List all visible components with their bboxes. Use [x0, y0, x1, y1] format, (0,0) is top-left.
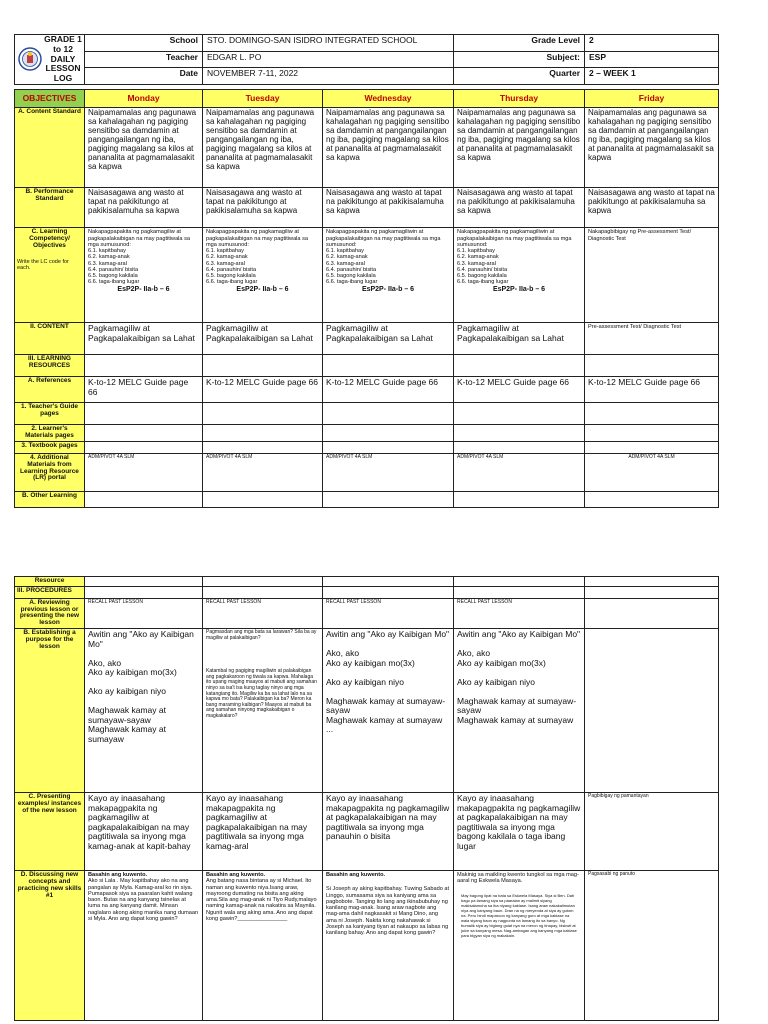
presenting-wednesday: Kayo ay inaasahang makapagpakita ng pagkamagiliw at pagkapalakaibigan na may pagtitiwala sa inyong mga panauhin o bisita	[323, 793, 454, 871]
content-monday: Pagkamagiliw at Pagkapalakaibigan sa Lahat	[85, 323, 203, 355]
additional-wednesday: ADM/PIVOT 4A SLM	[323, 453, 454, 491]
reviewing-label: A. Reviewing previous lesson or presenting the new lesson	[15, 598, 85, 628]
day-header-wednesday: Wednesday	[323, 89, 454, 108]
content-standard-thursday: Naipamamalas ang pagunawa sa kahalagahan ng pagiging sensitibo sa damdamin at pangangailangan ng iba, pagiging magalang sa kilos at pananalita at pagmamalasakit sa kapwa	[454, 108, 585, 188]
presenting-friday: Pagbibigay ng pamantayan	[585, 793, 719, 871]
competency-wednesday	[323, 228, 454, 323]
teachers-guide-label: 1. Teacher's Guide pages	[15, 403, 85, 425]
establishing-label: B. Establishing a purpose for the lesson	[15, 629, 85, 793]
other-learning-label: B. Other Learning	[15, 491, 85, 507]
discussing-wednesday	[323, 871, 454, 1021]
content-thursday: Pagkamagiliw at Pagkapalakaibigan sa Lahat	[454, 323, 585, 355]
competency-tuesday	[203, 228, 323, 323]
performance-standard-friday: Naisasagawa ang wasto at tapat na pakikitungo at pakikisalamuha sa kapwa	[585, 188, 719, 228]
discussing-title: Basahin ang kuwento.	[88, 872, 148, 879]
discussing-title: Basahin ang kuwento.	[326, 872, 386, 879]
dll-table-bottom	[14, 576, 719, 1021]
dll-title-line2: DAILY LESSON	[45, 53, 81, 74]
performance-standard-wednesday: Naisasagawa ang wasto at tapat na pakikitungo at pakikisalamuha sa kapwa	[323, 188, 454, 228]
competency-code: EsP2P- IIa-b – 6	[492, 285, 546, 293]
reviewing-monday: RECALL PAST LESSON	[85, 598, 203, 628]
reviewing-thursday: RECALL PAST LESSON	[454, 598, 585, 628]
performance-standard-thursday: Naisasagawa ang wasto at tapat na pakikitungo at pakikisalamuha sa kapwa	[454, 188, 585, 228]
discussing-monday	[85, 871, 203, 1021]
day-header-tuesday: Tuesday	[203, 89, 323, 108]
deped-seal-icon	[18, 44, 42, 74]
competency-text: Nakapagpapakita ng pagkamagiliwin at pagkapalakaibigan na may pagtitiwala sa mga sumusunod: 6.1. kapitbahay 6.2. kamag-anak 6.3. kamag-aral 6.4. panauhin/ bisita 6.5. bagong kakilala 6.6. taga-ibang lugar	[326, 229, 441, 286]
content-standard-friday: Naipamamalas ang pagunawa sa kahalagahan ng pagiging sensitibo sa damdamin at pangangailangan ng iba, pagiging magalang sa kilos at pananalita at pagmamalasakit sa kapwa	[585, 108, 719, 188]
content-wednesday: Pagkamagiliw at Pagkapalakaibigan sa Lahat	[323, 323, 454, 355]
discussing-thursday	[454, 871, 585, 1021]
objectives-header: OBJECTIVES	[15, 89, 85, 108]
dll-title-line3: LOG	[53, 73, 73, 84]
day-header-thursday: Thursday	[454, 89, 585, 108]
logo-cell	[15, 35, 85, 85]
content-standard-tuesday: Naipamamalas ang pagunawa sa kahalagahan ng pagiging sensitibo sa damdamin at pangangailangan ng iba, pagiging magalang sa kilos at pananalita at pagmamalasakit sa kapwa	[203, 108, 323, 188]
content-friday: Pre-assessment Test/ Diagnostic Test	[585, 323, 719, 355]
performance-standard-label: B. Performance Standard	[15, 188, 85, 228]
presenting-label: C. Presenting examples/ instances of the new lesson	[15, 793, 85, 871]
additional-friday: ADM/PIVOT 4A SLM	[585, 453, 719, 491]
day-header-monday: Monday	[85, 89, 203, 108]
reviewing-tuesday: RECALL PAST LESSON	[203, 598, 323, 628]
competency-code: EsP2P- IIa-b – 6	[236, 285, 289, 293]
teacher-value: EDGAR L. PO	[203, 51, 454, 68]
additional-thursday: ADM/PIVOT 4A SLM	[454, 453, 585, 491]
teacher-label: Teacher	[85, 51, 203, 68]
additional-monday: ADM/PIVOT 4A SLM	[85, 453, 203, 491]
competency-text: Nakapagpapakita ng pagkamagiliw at pagkapalakaibigan na may pagtitiwala sa mga sumusunod: 6.1. kapitbahay 6.2. kamag-anak 6.3. kamag-aral 6.4. panauhin/ bisita 6.5. bagong kakilala 6.6. taga-ibang lugar	[88, 229, 190, 286]
establishing-wednesday: Awitin ang "Ako ay Kaibigan Mo" Ako, ako Ako ay kaibigan mo(3x) Ako ay kaibigan niyo Maghawak kamay at sumayaw-sayaw Maghawak kamay at sumayaw ...	[323, 629, 454, 793]
subject-value: ESP	[585, 51, 719, 68]
quarter-value: 2 – WEEK 1	[585, 68, 719, 85]
references-thursday: K-to-12 MELC Guide page 66	[454, 377, 585, 403]
establishing-thursday: Awitin ang "Ako ay Kaibigan Mo" Ako, ako Ako ay kaibigan mo(3x) Ako ay kaibigan niyo Maghawak kamay at sumayaw-sayaw Maghawak kamay at sumayaw	[454, 629, 585, 793]
establishing-monday: Awitin ang "Ako ay Kaibigan Mo" Ako, ako Ako ay kaibigan mo(3x) Ako ay kaibigan niyo Maghawak kamay at sumayaw-sayaw Maghawak kamay at sumayaw	[85, 629, 203, 793]
date-label: Date	[85, 68, 203, 85]
content-standard-label: A. Content Standard	[15, 108, 85, 188]
competency-friday: Nakapagbibigay ng Pre-assessment Test/ Diagnostic Test	[585, 228, 719, 323]
references-wednesday: K-to-12 MELC Guide page 66	[323, 377, 454, 403]
discussing-tuesday	[203, 871, 323, 1021]
content-standard-wednesday: Naipamamalas ang pagunawa sa kahalagahan ng pagiging sensitibo sa damdamin at pangangailangan ng iba, pagiging magalang sa kilos at pananalita at pagmamalasakit sa kapwa	[323, 108, 454, 188]
references-tuesday: K-to-12 MELC Guide page 66	[203, 377, 323, 403]
performance-standard-tuesday: Naisasagawa ang wasto at tapat na pakikitungo at pakikisalamuha sa kapwa	[203, 188, 323, 228]
additional-materials-label: 4. Additional Materials from Learning Resource (LR) portal	[15, 453, 85, 491]
content-label: II. CONTENT	[15, 323, 85, 355]
competency-code: EsP2P- IIa-b – 6	[117, 285, 170, 293]
dll-title-line1: GRADE 1 to 12	[44, 34, 82, 54]
lc-code-note: Write the LC code for each.	[17, 258, 69, 271]
references-monday: K-to-12 MELC Guide page 66	[85, 377, 203, 403]
grade-level-label: Grade Level	[454, 35, 585, 52]
establishing-tuesday: Pagmasdan ang mga bata sa larawan? Sila ba ay magiliw at palakaibigan? Katambal ng pagiging magiliwin at palakaibigan ang pagkakaroon ng tiwala sa kapwa. Mahalaga ito upang maging maayos at mabuti ang samahan ninyo sa isa't isa kung taglay ninyo ang mga katangiang ito. Magiliw ka ba sa lahat lalo na sa kapwa mo bata? Palakaibigan ka ba? Meron ka bang maraming kaibigan? Maayos at mabuti ba ang samahan ninyong magkakaibigan o magkakalaro?	[203, 629, 323, 793]
competency-text: Nakapagpapakita ng pagkamagiliw at pagkapalakaibigan na may pagtitiwala sa mga sumusunod: 6.1. kapitbahay 6.2. kamag-anak 6.3. kamag-aral 6.4. panauhin/ bisita 6.5. bagong kakilala 6.6. taga-ibang lugar	[206, 229, 308, 286]
school-label: School	[85, 35, 203, 52]
discussing-text: Ang batang nasa bintana ay si Michael. Ito naman ang kuwento niya.Isang araw, mayroong dumating na bisita ang aking ama.Sila ang mag-anak ni Tiyo Rudy,malayo naming kamag-anak na nakatira sa Maynila. Ngunit wala ang aking ama. Ano ang dapat kong gawin?________________	[206, 878, 317, 922]
discussing-story: May bagong lipat na bata sa Eskwela Masaya. Siya si Ben. Dati bago pa lamang siya sa paaralan ay malimit siyang makisalamuha sa iba niyang kaklase. Isang araw nakakalimutan niya ang kanyang baon. Dran na ng meryenda at siya ay gutom na. Pero hindi maparoon ng kanyang guro at mga kaklase na wala siyang baon ay nagpunta na lamang ito sa banyo. Ng bumalik siya ay biglang gulat nya na meron ng tinapay, biskwit at juice sa kanyang mesa. Nag-ambagan ang kanyang mga kaklase para bigyan siya ng makakain.	[461, 892, 577, 938]
discussing-text: Ako si Lala . May kapitbahay ako na ang pangalan ay Myla. Kamag-aral ko rin siya. Pumapasok siya sa paaralan kahit walang baon. Butas na ang kanyang tsinelas at luma na ang kanyang damit. Minsan naglalaro akong aking manika nang dumaan si Myla. Ano ang dapat kong gawin?	[88, 878, 199, 922]
presenting-tuesday: Kayo ay inaasahang makapagpakita ng pagkamagiliw at pagkapalakaibigan na may pagtitiwala sa inyong mga kamag-aral	[203, 793, 323, 871]
competency-text: Nakapagpapakita ng pagkamagiliwin at pagkapalakaibigan na may pagtitiwala sa mga sumusunod: 6.1. kapitbahay 6.2. kamag-anak 6.3. kamag-aral 6.4. panauhin/ bisita 6.5. bagong kakilala 6.6. taga-ibang lugar	[457, 229, 572, 286]
subject-label: Subject:	[454, 51, 585, 68]
learning-resources-label: III. LEARNING RESOURCES	[15, 355, 85, 377]
references-friday: K-to-12 MELC Guide page 66	[585, 377, 719, 403]
resource-label: Resource	[15, 577, 85, 587]
learners-materials-label: 2. Learner's Materials pages	[15, 425, 85, 442]
learning-competency-title: C. Learning Competency/ Objectives	[29, 228, 70, 249]
day-header-friday: Friday	[585, 89, 719, 108]
content-tuesday: Pagkamagiliw at Pagkapalakaibigan sa Lahat	[203, 323, 323, 355]
competency-monday	[85, 228, 203, 323]
performance-standard-monday: Naisasagawa ang wasto at tapat na pakikitungo at pakikisalamuha sa kapwa	[85, 188, 203, 228]
content-standard-monday: Naipamamalas ang pagunawa sa kahalagahan ng pagiging sensitibo sa damdamin at pangangailangan ng iba, pagiging magalang sa kilos at pananalita at pagmamalasakit sa kapwa	[85, 108, 203, 188]
dll-table-top	[14, 34, 719, 508]
competency-thursday	[454, 228, 585, 323]
presenting-monday: Kayo ay inaasahang makapagpakita ng pagkamagiliw at pagkapalakaibigan na may pagtitiwala sa inyong mga kamag-anak at kapit-bahay	[85, 793, 203, 871]
presenting-thursday: Kayo ay inaasahang makapagpakita ng pagkamagiliw at pagkapalakaibigan na may pagtitiwala sa inyong mga bagong kakilala o taga ibang lugar	[454, 793, 585, 871]
procedures-label: III. PROCEDURES	[15, 586, 85, 598]
additional-tuesday: ADM/PIVOT 4A SLM	[203, 453, 323, 491]
learning-competency-label	[15, 228, 85, 323]
school-value: STO. DOMINGO-SAN ISIDRO INTEGRATED SCHOOL	[203, 35, 454, 52]
date-value: NOVEMBER 7-11, 2022	[203, 68, 454, 85]
references-label: A. References	[15, 377, 85, 403]
competency-code: EsP2P- IIa-b – 6	[361, 285, 415, 293]
discussing-title: Basahin ang kuwento.	[206, 872, 266, 879]
discussing-friday: Pagsasabi ng panuto	[585, 871, 719, 1021]
reviewing-wednesday: RECALL PAST LESSON	[323, 598, 454, 628]
discussing-label: D. Discussing new concepts and practicing new skills #1	[15, 871, 85, 1021]
quarter-label: Quarter	[454, 68, 585, 85]
discussing-text: Si Joseph ay aking kapitbahay. Tuwing Sabado at Linggo, sumasama siya sa kaniyang ama sa pagbobote. Tanging ito lang ang ikinabubuhay ng kanilang mag-anak. Isang araw nagbote ang mag-ama dahil nagkasakit si Mang Dino, ang ama ni Joseph. Nakita kong nakahawak si Joseph sa kaniyang tiyan at nakaupo sa labas ng kanilang bahay. Ano ang dapat kong gawin?	[326, 886, 450, 937]
textbook-label: 3. Textbook pages	[15, 441, 85, 453]
grade-level-value: 2	[585, 35, 719, 52]
discussing-intro: Makinig sa maikling kwento tungkol sa mga mag-aaral ng Eskwela Masaya.	[457, 872, 579, 885]
